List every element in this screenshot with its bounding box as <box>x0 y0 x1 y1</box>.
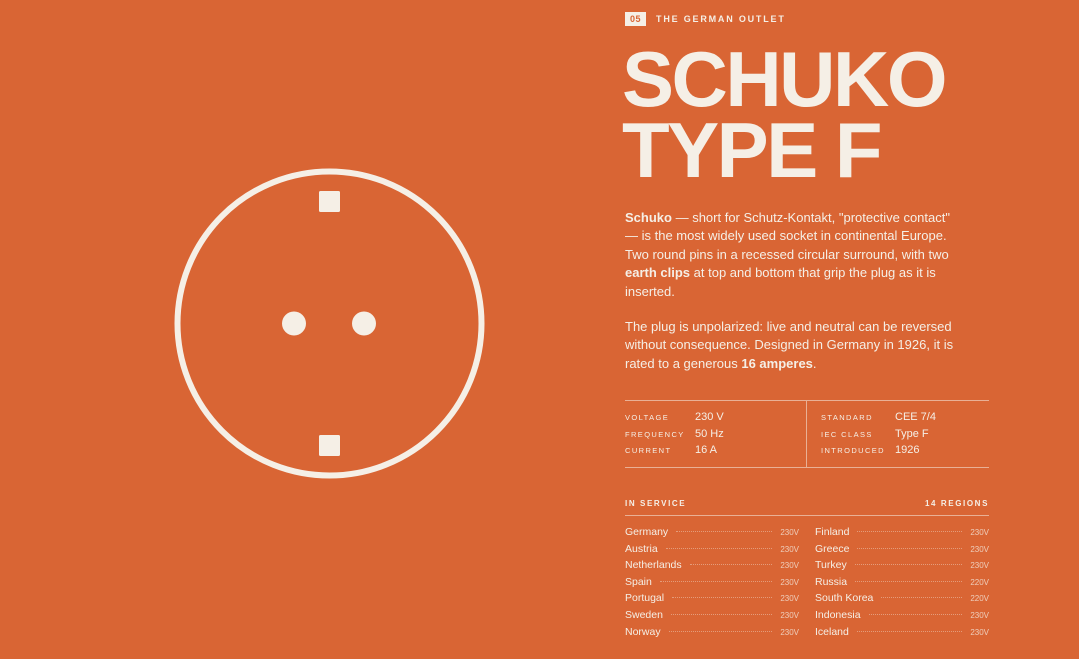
spec-value: CEE 7/4 <box>895 411 936 423</box>
region-voltage: 230V <box>970 528 989 537</box>
title-line-1: SCHUKO <box>622 35 946 123</box>
service-heading: IN SERVICE <box>625 499 687 508</box>
leader-line <box>671 614 772 615</box>
region-voltage: 230V <box>780 544 799 554</box>
region-name: Greece <box>815 542 850 555</box>
text-run: at top and bottom that grip the plug as it is inserted. <box>625 265 936 299</box>
service-header <box>625 499 989 516</box>
page-title <box>622 35 946 194</box>
region-count: 14 REGIONS <box>924 499 989 508</box>
spec-column-left <box>625 411 724 461</box>
list-item <box>625 626 799 643</box>
text-run: 16 amperes <box>741 355 813 371</box>
socket-surround <box>178 172 482 476</box>
earth-clip-top <box>319 191 340 212</box>
list-item <box>815 592 989 609</box>
spec-row <box>821 428 936 445</box>
region-name: Spain <box>625 575 652 588</box>
region-voltage: 230V <box>780 627 799 637</box>
spec-row <box>625 444 724 461</box>
list-item <box>815 609 989 626</box>
region-name: South Korea <box>815 592 874 605</box>
spec-label: FREQUENCY <box>625 429 685 439</box>
region-name: Turkey <box>815 559 847 572</box>
spec-value: 1926 <box>895 444 920 456</box>
region-voltage: 220V <box>970 594 989 604</box>
spec-divider <box>806 401 807 467</box>
region-name: Russia <box>815 575 848 588</box>
description-paragraph-1 <box>625 209 965 301</box>
text-run: . <box>812 355 817 371</box>
spec-row <box>821 411 936 428</box>
spec-row <box>625 411 724 428</box>
text-run: — short for Schutz-Kontakt, "protective contact" — is the most widely used socket in continental Europe. Two round pins in a recessed circular surround, with two <box>625 210 950 262</box>
leader-line <box>669 631 773 632</box>
pin-hole-right <box>352 312 376 336</box>
spec-label: CURRENT <box>625 446 672 455</box>
region-voltage: 230V <box>970 610 989 620</box>
section-number: 05 <box>625 12 646 26</box>
region-voltage: 230V <box>780 528 799 537</box>
leader-line <box>857 631 962 632</box>
list-item <box>815 526 989 543</box>
list-item <box>815 626 989 643</box>
list-item <box>625 526 799 543</box>
spec-row <box>821 444 936 461</box>
spec-value: 230 V <box>695 411 724 423</box>
region-voltage: 220V <box>970 577 989 587</box>
leader-line <box>869 614 963 615</box>
region-name: Austria <box>625 542 658 555</box>
spec-table <box>625 400 989 468</box>
region-voltage: 230V <box>780 594 799 604</box>
region-list-right <box>815 526 989 642</box>
region-name: Iceland <box>815 625 849 638</box>
spec-value: 50 Hz <box>695 427 724 440</box>
leader-line <box>857 548 962 549</box>
spec-column-right <box>821 411 936 461</box>
spec-label: STANDARD <box>821 413 873 422</box>
region-name: Germany <box>625 526 669 538</box>
list-item <box>625 592 799 609</box>
spec-value: Type F <box>895 427 929 440</box>
region-name: Netherlands <box>625 559 682 572</box>
region-voltage: 230V <box>970 627 989 637</box>
region-name: Indonesia <box>815 608 861 621</box>
leader-line <box>672 597 772 598</box>
region-name: Norway <box>625 625 661 638</box>
leader-line <box>855 564 963 565</box>
list-item <box>625 543 799 560</box>
region-name: Finland <box>815 526 850 538</box>
text-run: earth clips <box>625 265 691 281</box>
region-voltage: 230V <box>780 610 799 620</box>
section-kicker <box>625 12 786 26</box>
earth-clip-bottom <box>319 435 340 456</box>
region-name: Sweden <box>625 608 663 621</box>
region-voltage: 230V <box>970 544 989 554</box>
leader-line <box>660 581 772 582</box>
region-list-left <box>625 526 799 642</box>
list-item <box>625 609 799 626</box>
leader-line <box>666 548 773 549</box>
leader-line <box>881 597 962 598</box>
spec-label: VOLTAGE <box>625 413 670 422</box>
text-run: The plug is unpolarized: live and neutral can be reversed without consequence. Designed in Germany in 1926, it is rated to a generous <box>625 319 954 371</box>
title-line-2: TYPE F <box>622 106 881 194</box>
leader-line <box>676 531 772 532</box>
region-voltage: 230V <box>780 561 799 571</box>
leader-line <box>857 531 962 532</box>
leader-line <box>690 564 773 565</box>
leader-line <box>855 581 962 582</box>
list-item <box>625 576 799 593</box>
region-name: Portugal <box>625 592 665 605</box>
pin-hole-left <box>282 312 306 336</box>
list-item <box>815 559 989 576</box>
spec-value: 16 A <box>695 444 718 456</box>
schuko-socket-icon <box>174 168 485 479</box>
description-paragraph-2 <box>625 318 965 373</box>
spec-label: IEC CLASS <box>821 429 873 439</box>
list-item <box>625 559 799 576</box>
spec-label: INTRODUCED <box>821 446 885 455</box>
spec-row <box>625 428 724 445</box>
region-voltage: 230V <box>780 577 799 587</box>
text-run: Schuko <box>625 210 672 225</box>
region-voltage: 230V <box>970 561 989 571</box>
list-item <box>815 576 989 593</box>
section-label: THE GERMAN OUTLET <box>656 14 786 24</box>
list-item <box>815 543 989 560</box>
